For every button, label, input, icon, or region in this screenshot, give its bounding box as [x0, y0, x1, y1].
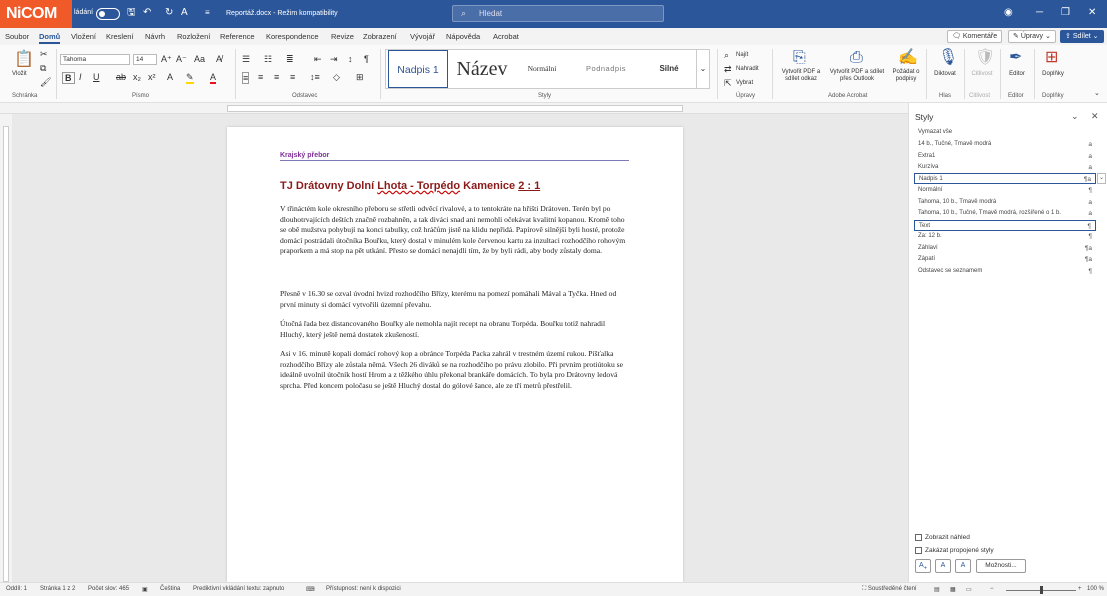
style-item-selected[interactable]: [914, 173, 1096, 184]
style-type-mark: ¶: [1088, 187, 1092, 194]
editing-label: Úpravy: [1020, 33, 1043, 40]
language-indicator[interactable]: Čeština: [160, 586, 181, 592]
line-spacing-icon[interactable]: ↕≡: [310, 72, 320, 82]
style-item[interactable]: [914, 197, 1096, 208]
addins-label[interactable]: Doplňky: [1042, 71, 1064, 77]
subscript-icon[interactable]: x₂: [133, 72, 141, 82]
autosave-label: ládání: [74, 9, 94, 16]
style-type-mark: ¶a: [1084, 245, 1092, 252]
divider: [772, 49, 773, 99]
style-item[interactable]: [914, 254, 1096, 265]
select-label[interactable]: Vybrat: [736, 80, 754, 86]
style-item[interactable]: [914, 220, 1096, 231]
style-type-mark: ¶: [1087, 223, 1091, 230]
show-preview-label: Zobrazit náhled: [925, 534, 970, 541]
style-item-label: Extra1: [918, 153, 936, 159]
search-placeholder: Hledat: [479, 9, 503, 18]
style-item-label: Nadpis 1: [919, 176, 943, 182]
clear-format-icon[interactable]: A̸: [216, 54, 223, 64]
create-pdf-link-label[interactable]: Vytvořit PDF a sdílet odkaz: [781, 69, 821, 82]
decrease-indent-icon[interactable]: ⇤: [314, 54, 322, 64]
autosave-toggle[interactable]: [96, 8, 120, 20]
style-item-label: Vymazat vše: [918, 129, 953, 135]
editor-group-label: Editor: [1008, 93, 1024, 99]
change-case-icon[interactable]: Aa: [194, 54, 206, 64]
format-painter-icon[interactable]: 🖌: [40, 77, 52, 87]
grow-font-icon[interactable]: A⁺: [161, 54, 172, 64]
paste-icon[interactable]: 📋: [14, 51, 34, 68]
styles-pane: [908, 103, 1107, 582]
ribbon: [0, 45, 1107, 103]
style-strong[interactable]: Silné: [659, 64, 679, 73]
paragraph[interactable]: Útočná řada bez distancovaného Bouřky ale nemohla najít recept na obranu Torpéda. Bouřku totiž nahradil Hluchý, který ještě nemá dostatek zkušeností.: [280, 319, 606, 339]
title-part: Lhota - Torpédo: [377, 180, 461, 192]
style-item[interactable]: [914, 127, 1096, 138]
ruler-track: [227, 105, 683, 112]
italic-icon[interactable]: I: [79, 72, 82, 82]
editor-icon[interactable]: ✒: [1009, 49, 1023, 66]
style-type-mark: ¶a: [1084, 256, 1092, 263]
style-subtitle[interactable]: Podnadpis: [586, 64, 626, 73]
text-effects-icon[interactable]: A: [167, 72, 174, 82]
article-title[interactable]: [280, 180, 640, 192]
dictate-label[interactable]: Diktovat: [934, 71, 956, 77]
collapse-ribbon-icon[interactable]: ⌄: [1094, 90, 1100, 97]
web-layout-icon[interactable]: ▭: [966, 587, 972, 593]
menu-bar: [0, 28, 1107, 45]
styles-group-label: Styly: [538, 93, 552, 99]
divider: [56, 49, 57, 99]
style-item-label: Normální: [918, 187, 943, 193]
search-icon: ⌕: [461, 8, 467, 18]
menu-napoveda[interactable]: Nápověda: [446, 32, 481, 41]
page-header[interactable]: Krajský přebor: [280, 152, 629, 161]
replace-label[interactable]: Nahradit: [736, 66, 759, 72]
sensitivity-group-label: Citlivost: [969, 93, 991, 99]
restore-icon[interactable]: ❐: [1061, 7, 1070, 18]
superscript-icon[interactable]: x²: [148, 72, 156, 82]
options-button[interactable]: Možnosti...: [976, 559, 1026, 573]
undo-icon[interactable]: ↶: [143, 7, 152, 18]
style-item-label: 14 b., Tučné, Tmavě modrá: [918, 141, 992, 147]
zoom-slider-thumb[interactable]: [1040, 586, 1043, 594]
clipboard-group-label: Schránka: [12, 93, 38, 99]
style-type-mark: a: [1088, 164, 1092, 171]
print-layout-icon[interactable]: ▦: [950, 587, 956, 593]
editor-label[interactable]: Editor: [1009, 71, 1025, 77]
highlight-icon[interactable]: ✎: [186, 72, 194, 82]
gallery-expand-icon[interactable]: ⌄: [696, 50, 709, 88]
close-icon[interactable]: ✕: [1088, 7, 1097, 18]
style-item[interactable]: [914, 243, 1096, 254]
share-button[interactable]: ⇪ Sdílet ⌄: [1060, 30, 1104, 43]
pane-options-icon[interactable]: ⌄: [1071, 111, 1079, 121]
style-normal[interactable]: Normální: [527, 64, 557, 73]
microphone-icon[interactable]: 🎙: [938, 49, 959, 66]
align-left-icon[interactable]: ≡: [243, 73, 249, 83]
style-type-mark: ¶: [1088, 268, 1092, 275]
menu-vlozeni[interactable]: Vložení: [71, 32, 97, 41]
brand-logo: NiCOM: [0, 0, 72, 28]
style-type-mark: ¶a: [1083, 176, 1091, 183]
style-heading1[interactable]: Nadpis 1: [388, 50, 448, 88]
numbering-icon[interactable]: ☷: [264, 54, 273, 64]
menu-navrh[interactable]: Návrh: [145, 32, 166, 41]
title-part: Kamenice: [460, 180, 519, 192]
zoom-level[interactable]: 100 %: [1087, 586, 1105, 592]
vertical-ruler[interactable]: [0, 114, 12, 582]
request-signature-label[interactable]: Požádat o podpisy: [892, 69, 920, 82]
style-dropdown-icon[interactable]: ⌄: [1097, 173, 1106, 184]
sensitivity-icon[interactable]: 🛡: [975, 49, 996, 66]
horizontal-ruler[interactable]: [0, 103, 908, 114]
sensitivity-label[interactable]: Citlivost: [971, 71, 993, 77]
avatar[interactable]: ◉: [1004, 7, 1013, 18]
style-item[interactable]: [914, 185, 1096, 196]
bullets-icon[interactable]: ☰: [242, 54, 251, 64]
style-item[interactable]: [914, 151, 1096, 162]
title-score: 2 : 1: [518, 180, 541, 192]
paragraph-group-label: Odstavec: [292, 93, 318, 99]
zoom-out-icon[interactable]: −: [990, 586, 994, 592]
menu-korespondence[interactable]: Korespondence: [266, 32, 319, 41]
style-item-label: Text: [919, 223, 931, 229]
redo-icon[interactable]: ↻: [165, 7, 174, 18]
style-inspector-icon[interactable]: A: [935, 559, 951, 573]
document-page[interactable]: [227, 127, 683, 582]
title-part: TJ Drátovny Dolní: [280, 180, 378, 192]
page-indicator[interactable]: Stránka 1 z 2: [40, 586, 76, 592]
paragraph[interactable]: Asi v 16. minutě kopali domácí rohový kop a obránce Torpéda Packa zahrál v trestném území rukou. Píšťalka rozhodčího Břízy ale zůstala němá. Všech 26 diváků se na rozhodčího po právu zlobilo. Při prvním protiútoku se ideálně uvolnil útočník hostí Hrom a z těžkého úhlu překonal brankáře domácích. To byla pro Drátovny ledová sprcha. Před koncem poločasu se ještě Hluchý dostal do gólové šance, ale ze tří metrů přestřelil.: [280, 349, 623, 390]
multilevel-list-icon[interactable]: ≣: [286, 54, 294, 64]
divider: [380, 49, 381, 99]
paragraph[interactable]: V třináctém kole okresního přeboru se střetli odvěcí rivalové, a to tentokráte na hřišti Drátoven. Terén byl po dlouhotrvajících deštích značně rozbahněn, a tak diváci snad ani nemohli očekávat kvalitní kopanou. Kromě toho se obě mužstva pohybují na konci tabulky, což hráčům jistě na klidu nepřidá. Papírově silnější byli hosté, protože domácí postrádali útočníka Bouřku, který dostal v minulém kole červenou kartu za inzultaci rozhodčího rohovým praporkem a má stop na pět utkání. Přesto se domácí nenajdli tím, že by byli rádi, aby body zůstaly doma.: [280, 204, 626, 256]
style-title[interactable]: Název: [456, 58, 508, 80]
editing-group-label: Úpravy: [736, 93, 756, 99]
divider: [926, 49, 927, 99]
style-item-label: Za: 12 b.: [918, 233, 942, 239]
divider: [235, 49, 236, 99]
style-item-label: Kurzíva: [918, 164, 939, 170]
style-item[interactable]: [914, 162, 1096, 173]
borders-icon[interactable]: ⊞: [356, 72, 364, 82]
font-group-label: Písmo: [132, 93, 150, 99]
status-bar: [0, 582, 1107, 596]
accessibility-icon[interactable]: ⌨: [306, 587, 315, 593]
disable-linked-styles-checkbox[interactable]: [915, 547, 922, 554]
paragraph[interactable]: Přesně v 16.30 se ozval úvodní hvizd rozhodčího Břízy, kterému na pomezí pomáhali Mával a Tyčka. Hned od první minuty si domácí vytvořili územní převahu.: [280, 289, 617, 309]
divider: [1000, 49, 1001, 99]
styles-gallery: [385, 49, 710, 89]
font-name-select[interactable]: Tahoma: [60, 54, 130, 65]
search-input[interactable]: [452, 5, 664, 22]
addins-group-label: Doplňky: [1042, 93, 1064, 99]
ruler-track: [3, 126, 9, 582]
shading-icon[interactable]: ◇: [333, 72, 340, 82]
create-pdf-link-icon[interactable]: ⎘: [793, 49, 806, 66]
menu-zobrazeni[interactable]: Zobrazení: [363, 32, 397, 41]
read-mode-icon[interactable]: ▤: [934, 587, 940, 593]
style-type-mark: a: [1088, 153, 1092, 160]
accessibility-status[interactable]: Přístupnost: není k dispozici: [326, 586, 401, 592]
manage-styles-icon[interactable]: A: [955, 559, 971, 573]
addins-icon[interactable]: ⊞: [1045, 49, 1059, 66]
style-item[interactable]: [914, 139, 1096, 150]
comments-button[interactable]: 🗨 Komentáře: [947, 30, 1002, 43]
divider: [717, 49, 718, 99]
proofing-icon[interactable]: ▣: [142, 587, 148, 593]
menu-reference[interactable]: Reference: [220, 32, 255, 41]
style-item[interactable]: [914, 266, 1096, 277]
create-pdf-outlook-label[interactable]: Vytvořit PDF a sdílet přes Outlook: [829, 69, 885, 82]
align-center-icon[interactable]: ≡: [258, 72, 264, 82]
font-color-icon[interactable]: A: [210, 72, 217, 82]
create-pdf-outlook-icon[interactable]: ⎙: [850, 49, 863, 66]
style-item-label: Tahoma, 10 b., Tmavě modrá: [918, 199, 997, 205]
show-preview-checkbox[interactable]: [915, 534, 922, 541]
select-icon[interactable]: ⇱: [724, 78, 732, 88]
style-item[interactable]: [914, 208, 1096, 219]
style-item-label: Zápatí: [918, 256, 936, 262]
title-bar: [0, 0, 1107, 28]
menu-vyvojar[interactable]: Vývojář: [410, 32, 436, 41]
style-type-mark: a: [1088, 199, 1092, 206]
underline-icon[interactable]: U: [93, 72, 100, 82]
justify-icon[interactable]: ≡: [290, 72, 296, 82]
menu-revize[interactable]: Revize: [331, 32, 354, 41]
acrobat-group-label: Adobe Acrobat: [828, 93, 868, 99]
editing-mode-button[interactable]: ✎ Úpravy ⌄: [1008, 30, 1056, 43]
focus-mode-label: Soustředěné čtení: [867, 586, 917, 592]
style-item-label: Odstavec se seznamem: [918, 268, 983, 274]
replace-icon[interactable]: ⇄: [724, 64, 732, 74]
style-item[interactable]: [914, 231, 1096, 242]
divider: [964, 49, 965, 99]
word-count[interactable]: Počet slov: 465: [88, 586, 130, 592]
request-signature-icon[interactable]: ✍: [898, 49, 918, 66]
strikethrough-icon[interactable]: ab: [116, 72, 127, 82]
share-label: Sdílet: [1072, 33, 1091, 40]
menu-rozlozeni[interactable]: Rozložení: [177, 32, 211, 41]
find-label[interactable]: Najít: [736, 52, 749, 58]
font-size-select[interactable]: 14: [133, 54, 157, 65]
voice-group-label: Hlas: [939, 93, 952, 99]
cut-icon[interactable]: ✂: [40, 49, 48, 59]
align-right-icon[interactable]: ≡: [274, 72, 280, 82]
style-item-label: Tahoma, 10 b., Tučné, Tmavě modrá, rozšířené o 1 b.: [918, 210, 1061, 216]
document-title[interactable]: Reportáž.docx - Režim kompatibility: [226, 10, 338, 17]
find-icon[interactable]: ⌕: [724, 50, 730, 60]
section-indicator[interactable]: Oddíl: 1: [6, 586, 28, 592]
menu-kresleni[interactable]: Kreslení: [106, 32, 134, 41]
menu-soubor[interactable]: Soubor: [5, 32, 30, 41]
disable-linked-styles-label: Zakázat propojené styly: [925, 547, 994, 554]
minimize-icon[interactable]: ─: [1036, 7, 1044, 18]
bold-icon[interactable]: B: [62, 72, 75, 84]
predictive-text-status[interactable]: Prediktivní vkládání textu: zapnuto: [193, 586, 285, 592]
comments-label: Komentáře: [962, 33, 998, 40]
format-icon[interactable]: A: [181, 7, 188, 18]
menu-domu[interactable]: Domů: [39, 32, 60, 44]
save-icon[interactable]: 🖫: [127, 7, 136, 18]
shrink-font-icon[interactable]: A⁻: [176, 54, 187, 64]
focus-mode-button[interactable]: ⛶ Soustředěné čtení: [862, 586, 917, 592]
close-pane-icon[interactable]: ✕: [1091, 111, 1099, 121]
divider: [1034, 49, 1035, 99]
style-type-mark: a: [1088, 210, 1092, 217]
pilcrow-icon[interactable]: ¶: [364, 54, 369, 64]
sort-icon[interactable]: ↕: [348, 54, 353, 64]
zoom-in-icon[interactable]: +: [1078, 586, 1082, 592]
styles-pane-title: Styly: [915, 112, 934, 122]
customize-icon[interactable]: ≡: [205, 8, 210, 17]
style-type-mark: ¶: [1088, 233, 1092, 240]
style-item-label: Záhlaví: [918, 245, 938, 251]
copy-icon[interactable]: ⧉: [40, 63, 47, 73]
style-type-mark: a: [1088, 141, 1092, 148]
menu-acrobat[interactable]: Acrobat: [493, 32, 519, 41]
increase-indent-icon[interactable]: ⇥: [330, 54, 338, 64]
paste-label[interactable]: Vložit: [12, 71, 27, 77]
new-style-icon[interactable]: $A_+$: [915, 559, 931, 573]
